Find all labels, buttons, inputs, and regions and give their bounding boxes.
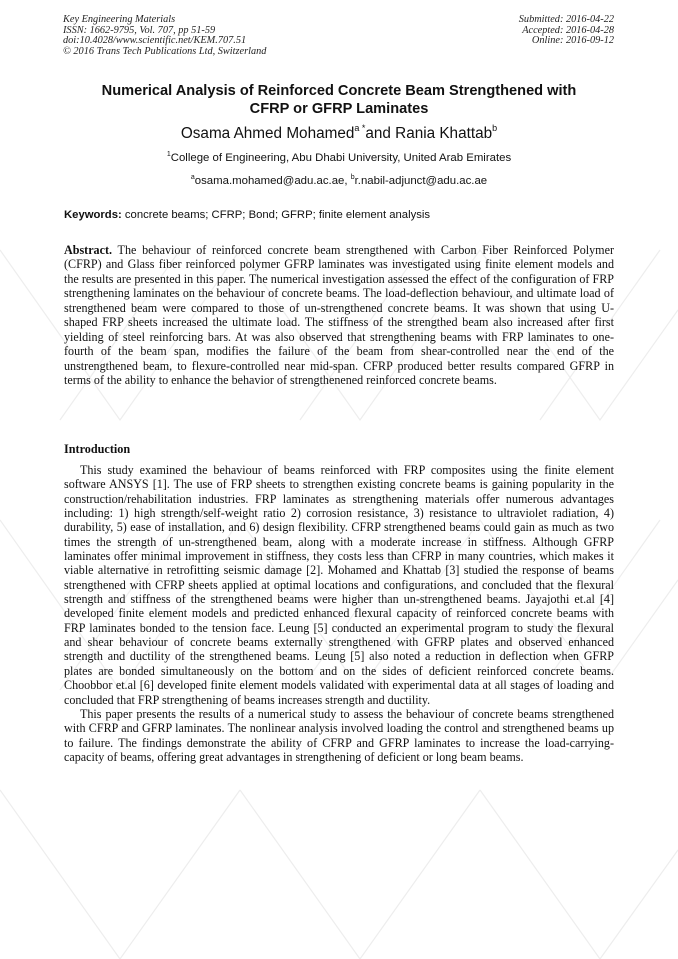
keywords (64, 208, 614, 222)
header-right (519, 15, 614, 57)
paper-title (70, 82, 608, 118)
accepted-date: Accepted: 2016-04-28 (522, 24, 614, 36)
author-2-marker: b (492, 123, 498, 133)
intro-paragraph-2: This paper presents the results of a numerical study to assess the behaviour of concrete beams strengthened with CFRP and GFRP laminates. The nonlinear analysis involved loading the control and strengthened beams up to failure. The findings demonstrate the ability of CFRP and GFRP laminates to increase the load-carrying-capacity of beams, offering great advantages in strengthening of deficient or long beam beams. (64, 706, 614, 764)
abstract-text: The behaviour of reinforced concrete beam strengthened with Carbon Fiber Reinforced Polymer (CFRP) and Glass fiber reinforced polymer GFRP laminates was investigated using finite element models and the results are presented in this paper. The numerical investigation assessed the effect of the configuration of FRP strengthening laminates on the behaviour of concrete beams. The load-deflection behaviour, and ultimate load of strengthened beam were compared to those of un-strengthened concrete beams. It was shown that using U-shaped FRP sheets increased the ultimate load. The stiffness of the strengthed beam also increased after first yielding of steel reinforcing bars. At was also observed that strengthening beams with FRP laminates to one-fourth of the beam span, modifies the failure of the beam from shear-controlled near the end of the unstrengthened beam, to flexure-controlled near mid-span. CFRP produced better results compared GFRP in terms of the ability to enhance the behavior of strengthenened reinforced concrete beams. (64, 243, 614, 388)
author-2: Rania Khattab (395, 125, 493, 142)
author-emails (40, 174, 638, 188)
copyright-line: © 2016 Trans Tech Publications Ltd, Switzerland (63, 45, 267, 57)
abstract-label: Abstract. (64, 243, 113, 257)
online-date: Online: 2016-09-12 (531, 35, 614, 47)
doi-line: doi:10.4028/www.scientific.net/KEM.707.51 (63, 35, 247, 47)
introduction-body (64, 463, 614, 764)
journal-name: Key Engineering Materials (63, 14, 176, 25)
author-1: Osama Ahmed Mohamed (180, 125, 355, 142)
email-a[interactable]: osama.mohamed@adu.ac.ae, (194, 175, 351, 187)
submitted-date: Submitted: 2016-04-22 (518, 14, 614, 25)
journal-header (63, 15, 614, 57)
introduction-heading: Introduction (64, 442, 131, 456)
title-line-1: Numerical Analysis of Reinforced Concrete Beam Strengthened with (101, 83, 577, 99)
email-a-marker: a (190, 174, 195, 181)
email-b[interactable]: r.nabil-adjunct@adu.ac.ae (354, 175, 488, 187)
affiliation-marker: 1 (166, 151, 171, 158)
title-line-2: CFRP or GFRP Laminates (249, 101, 429, 117)
intro-paragraph-1: This study examined the behaviour of beams reinforced with FRP composites using the finite element software ANSYS [1]. The use of FRP sheets to strengthen existing concrete beams is gaining popularity in the construction/rehabilitation industries. FRP laminates as strengthening materials offer numerous advantages including: 1) high strength/self-weight ratio 2) corrosion resistance, 3) resistance to ultraviolet radiation, 4) durability, 5) ease of installation, and 6) design flexibility. CFRP strengthened beams could gain as much as two times the strength of un-strengthened beam, along with a moderate increase in stiffness. Although GFRP laminates offer minimal improvement in stiffness, they costs less than CFRP in many countries, which makes it viable alternative in retrofitting seismic damage [2]. Mohamed and Khattab [3] studied the response of beams strengthened with CFRP sheets applied at optimal locations and configurations, and concluded that the flexural strength and stiffness of the strengthened beams were higher than un-strengthened beams. Jayajothi et.al [4] developed finite element models and predicted enhanced flexural capacity of reinforced concrete beams with FRP laminates bonded to the tension face. Leung [5] conducted an experimental program to study the flexural and shear behaviour of concrete beams externally strengthened with GFRP plates and observed enhanced strength and ductility of the strengthened beams. Leung [5] also noted a reduction in deflection when GFRP plates are bonded simultaneously on the bottom and on the sides of deficient reinforced concrete beams. Choobbor et.al [6] developed finite element models validated with experimental data at all stages of loading and concluded that FRP strengthening of beams increases strength and ductility. (64, 463, 614, 707)
affiliation-text: College of Engineering, Abu Dhabi University, United Arab Emirates (170, 152, 512, 164)
keywords-label: Keywords: (64, 209, 122, 221)
abstract (64, 243, 614, 388)
email-b-marker: b (350, 174, 355, 181)
header-left (63, 15, 266, 57)
author-line (40, 124, 638, 143)
author-joiner: and (365, 125, 396, 142)
affiliation (40, 151, 638, 165)
keywords-text: concrete beams; CFRP; Bond; GFRP; finite element analysis (121, 209, 431, 221)
author-1-marker: a * (354, 123, 366, 133)
issn-line: ISSN: 1662-9795, Vol. 707, pp 51-59 (63, 24, 216, 36)
